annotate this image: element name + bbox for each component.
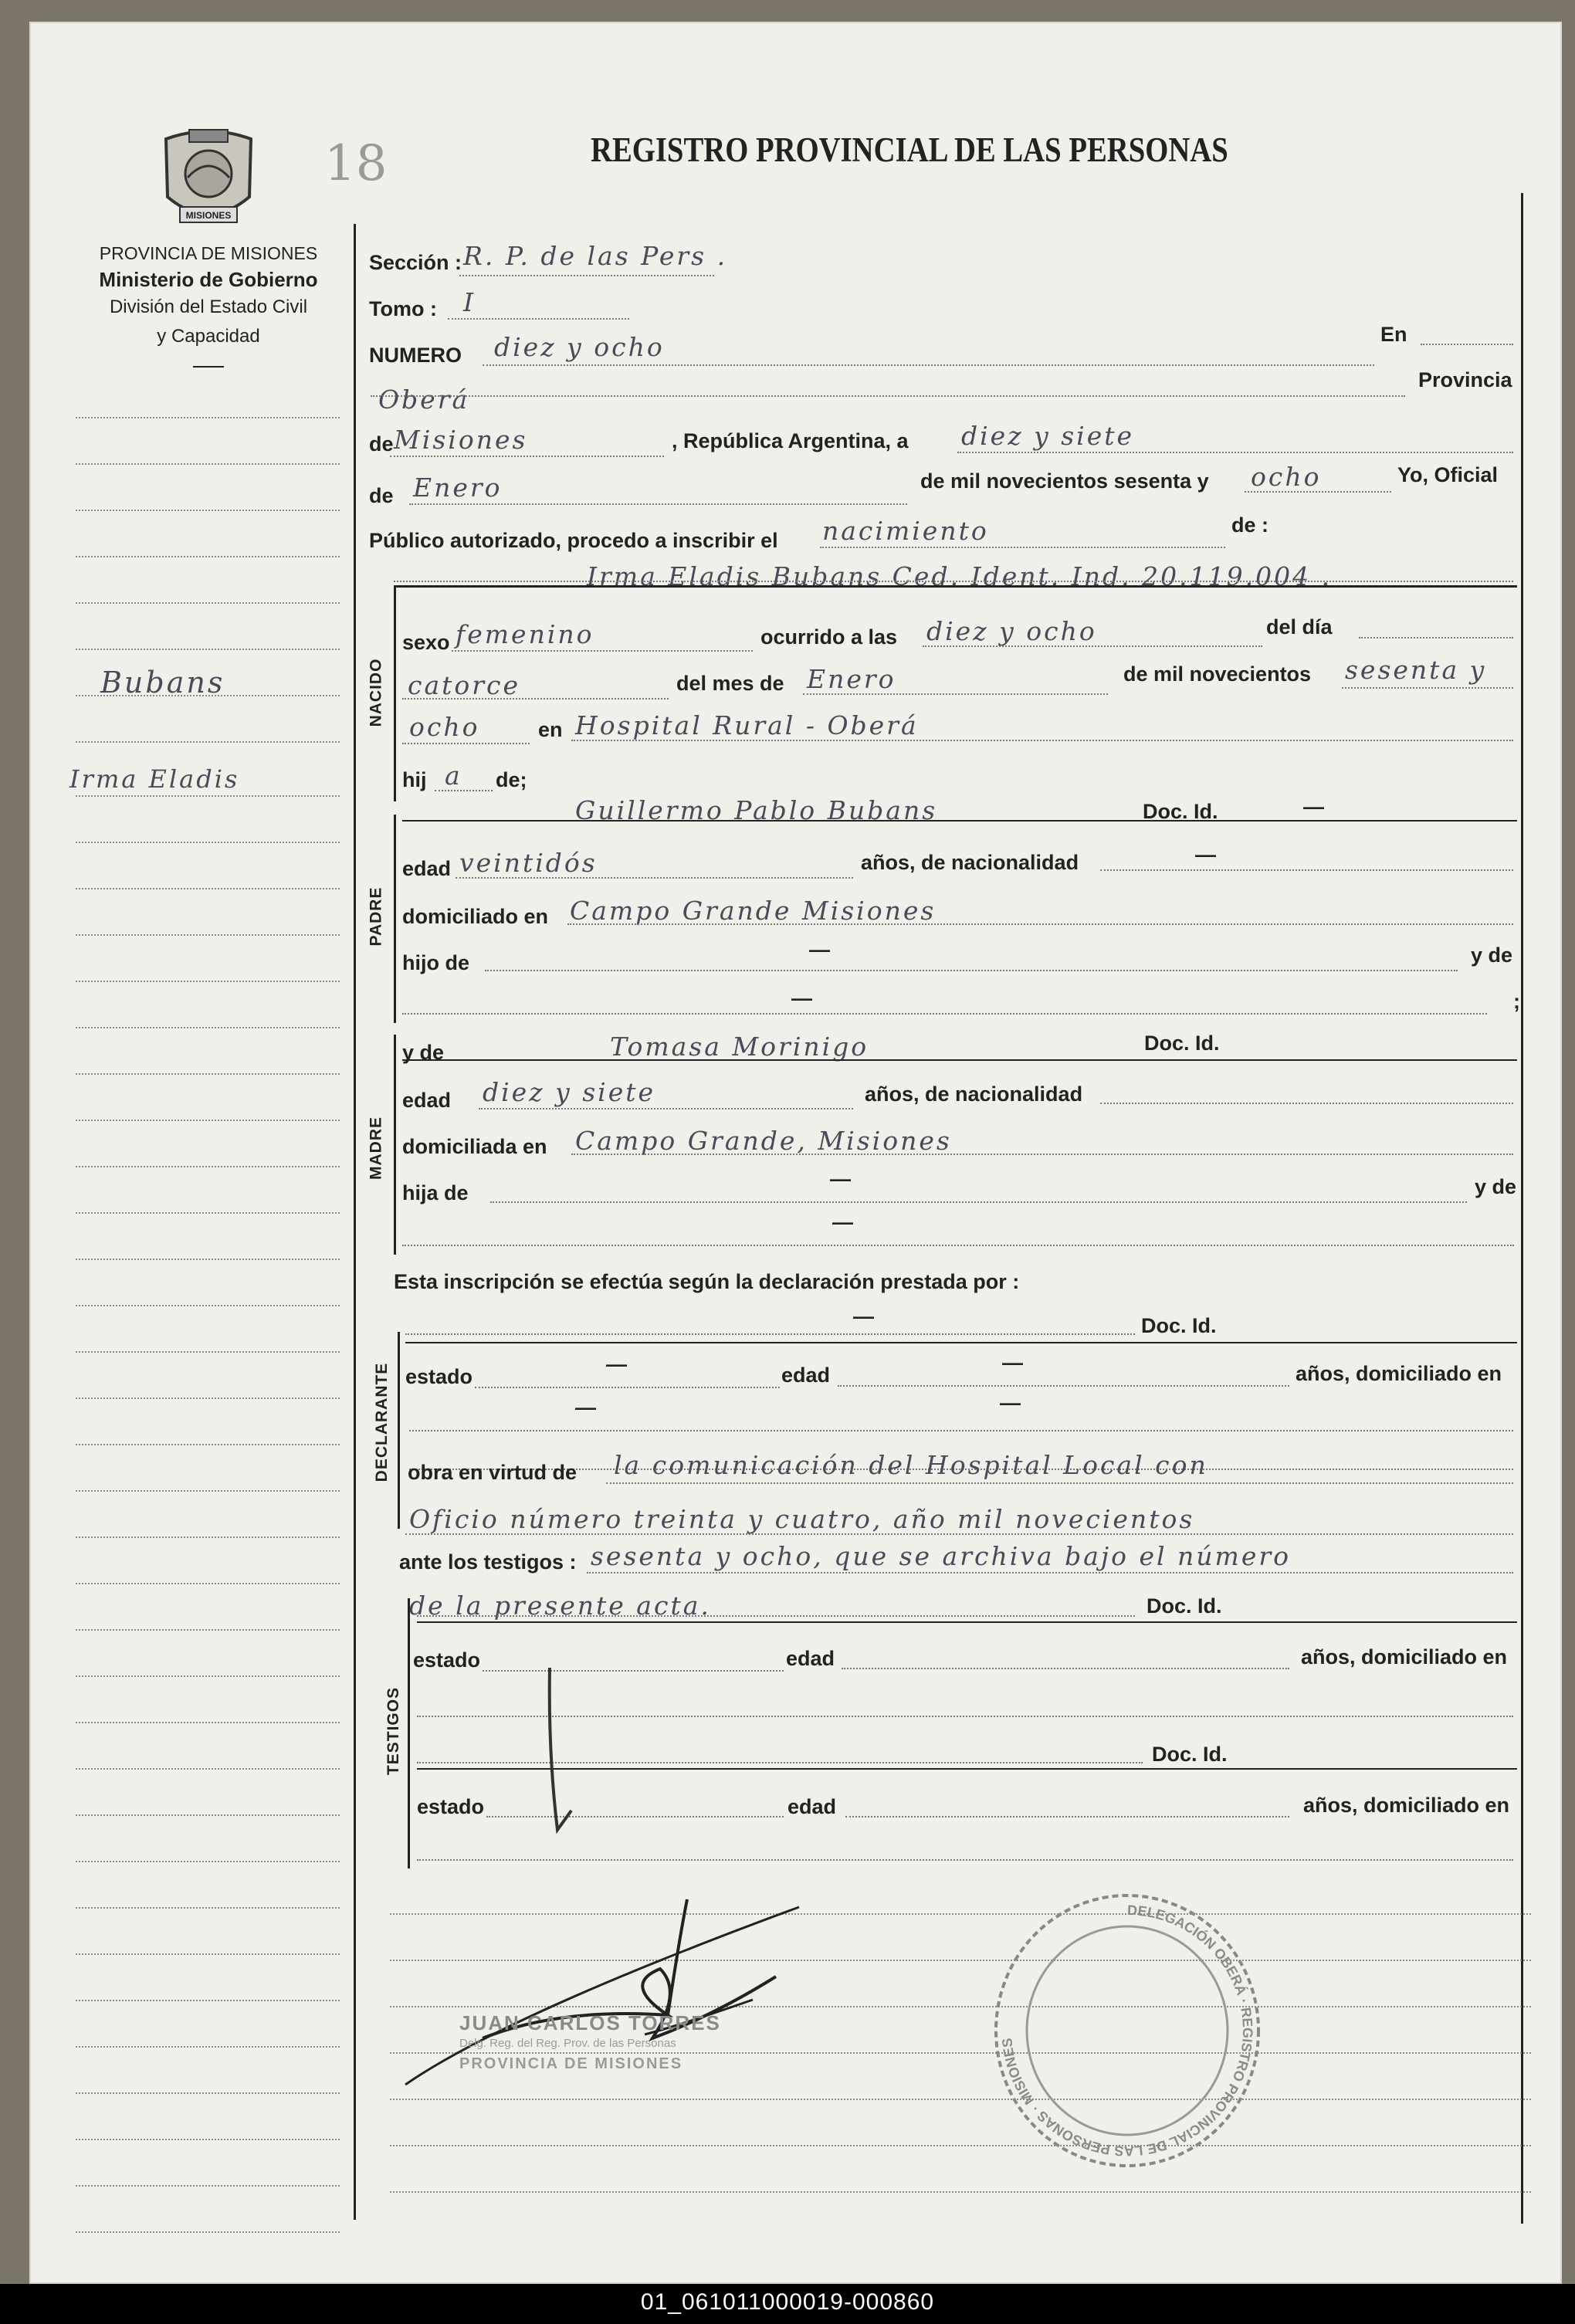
declarante-dom-label: años, domiciliado en <box>1296 1362 1502 1385</box>
hora-value: diez y ocho <box>926 616 1097 646</box>
margin-line <box>76 1259 340 1260</box>
margin-line <box>76 1120 340 1121</box>
madre-nac-label: años, de nacionalidad <box>865 1082 1083 1106</box>
madre-edad-label: edad <box>402 1089 452 1112</box>
madre-y-de2-value: — <box>832 1211 853 1234</box>
padre-doc-value: — <box>1303 795 1324 818</box>
declarante-bracket <box>398 1332 400 1529</box>
madre-dom-value: Campo Grande, Misiones <box>575 1126 952 1156</box>
padre-name-rule <box>402 820 1517 822</box>
place-line <box>371 395 1405 397</box>
padre-dom-value: Campo Grande Misiones <box>570 896 937 926</box>
hijo-suffix: a <box>445 761 462 791</box>
act-value: nacimiento <box>822 516 989 546</box>
nacido-year2-line <box>402 743 530 744</box>
mes-line <box>803 693 1108 695</box>
stamp-title: Delg. Reg. del Reg. Prov. de las Personas <box>459 2037 676 2050</box>
testigo2-edad-label: edad <box>788 1795 837 1818</box>
margin-line <box>76 1675 340 1677</box>
hijo-de-label: de; <box>496 768 527 791</box>
obra-line-1 <box>606 1482 1513 1484</box>
margin-line <box>76 1305 340 1306</box>
madre-dom-label: domiciliada en <box>402 1135 547 1158</box>
testigos-label: TESTIGOS <box>384 1686 402 1776</box>
org-province: PROVINCIA DE MISIONES <box>99 243 318 263</box>
obra-label: obra en virtud de <box>408 1461 578 1484</box>
testigo1-edad-label: edad <box>786 1647 835 1670</box>
sexo-line <box>452 650 753 652</box>
numero-label: NUMERO <box>369 344 462 367</box>
declarante-edad-label: edad <box>781 1364 831 1387</box>
nacido-top-rule <box>394 585 1517 588</box>
madre-nac-line <box>1100 1103 1513 1104</box>
padre-edad-label: edad <box>402 857 452 880</box>
padre-bracket <box>394 815 396 1023</box>
de-label: de <box>369 432 394 456</box>
madre-bracket <box>394 1035 396 1255</box>
numero-line <box>483 364 1374 366</box>
margin-line <box>76 2000 340 2001</box>
margin-line <box>76 981 340 982</box>
margin-line <box>76 1536 340 1538</box>
margin-line <box>76 2185 340 2187</box>
margin-line <box>76 463 340 465</box>
nacido-year-line <box>1342 687 1513 689</box>
declarante-edad-value: — <box>1002 1351 1023 1374</box>
testigo1-estado-line <box>483 1670 784 1672</box>
seccion-line <box>459 275 714 276</box>
padre-hijo-de-value: — <box>809 938 830 961</box>
round-seal-icon <box>988 1884 1266 2170</box>
declarante-dom-value-1: — <box>575 1396 596 1419</box>
testigo1-edad-line <box>842 1668 1289 1669</box>
yo-oficial-label: Yo, Oficial <box>1397 463 1499 486</box>
testigo-strike-mark <box>540 1660 587 1853</box>
padre-name: Guillermo Pablo Bubans <box>575 795 938 825</box>
en-line <box>1421 344 1513 345</box>
declarante-estado-value: — <box>606 1353 627 1376</box>
del-dia-label: del día <box>1266 615 1333 639</box>
margin-line <box>76 842 340 843</box>
org-division: División del Estado Civil <box>109 296 308 317</box>
testigos-bracket <box>408 1598 410 1868</box>
margin-line <box>76 2231 340 2233</box>
obra-line-3 <box>587 1572 1513 1574</box>
sexo-label: sexo <box>402 631 450 654</box>
margin-line <box>76 2046 340 2048</box>
margin-line <box>76 1444 340 1445</box>
testigo1-estado-label: estado <box>413 1648 481 1672</box>
padre-edad-value: veintidós <box>459 848 598 878</box>
margin-line <box>76 1027 340 1028</box>
declarante-name-rule <box>405 1342 1517 1343</box>
lugar-value: Hospital Rural - Oberá <box>575 710 919 740</box>
dia-value: catorce <box>408 670 521 700</box>
del-dia-line <box>1359 637 1513 639</box>
padre-y-de-value: — <box>791 987 812 1010</box>
declarante-name: — <box>853 1305 874 1328</box>
margin-line <box>76 1583 340 1584</box>
seccion-value: R. P. de las Pers . <box>463 241 728 271</box>
padre-y-de-label: y de <box>1471 943 1513 967</box>
testigo2-estado-line <box>486 1816 784 1818</box>
margin-line <box>76 510 340 511</box>
obra-value-3: sesenta y ocho, que se archiva bajo el número <box>591 1541 1292 1571</box>
nacido-label: NACIDO <box>367 658 385 727</box>
year-value: ocho <box>1251 462 1322 492</box>
en-label: En <box>1380 323 1407 346</box>
page-title: REGISTRO PROVINCIAL DE LAS PERSONAS <box>591 130 1228 169</box>
padre-nac-value: — <box>1195 843 1216 866</box>
margin-surname: Bubans <box>100 666 225 700</box>
margin-line <box>76 1907 340 1909</box>
margin-line <box>76 741 340 743</box>
page-number: 18 <box>324 135 388 192</box>
padre-dom-label: domiciliado en <box>402 905 549 928</box>
declarante-intro: Esta inscripción se efectúa según la declaración prestada por : <box>394 1270 1020 1293</box>
margin-line <box>76 417 340 418</box>
org-ministry: Ministerio de Gobierno <box>99 268 318 291</box>
image-label: 01_061011000019-000860 <box>640 2289 935 2315</box>
testigo1-rule <box>417 1621 1517 1623</box>
provincia-label: Provincia <box>1418 368 1512 391</box>
margin-line <box>76 934 340 936</box>
testigo1-dom-label: años, domiciliado en <box>1301 1645 1508 1668</box>
tomo-label: Tomo : <box>369 297 437 320</box>
margin-line <box>76 1768 340 1770</box>
de2-label: de <box>369 484 394 507</box>
madre-doc-label: Doc. Id. <box>1144 1032 1220 1055</box>
margin-line <box>76 2092 340 2094</box>
numero-value: diez y ocho <box>494 332 665 362</box>
signature-line <box>390 2191 1531 2193</box>
madre-y-de-label: y de <box>402 1041 445 1064</box>
margin-line <box>76 556 340 557</box>
declarante-doc-label: Doc. Id. <box>1141 1314 1217 1337</box>
tomo-value: I <box>463 287 476 317</box>
org-capacity: y Capacidad <box>157 326 260 347</box>
margin-given-names: Irma Eladis <box>69 764 240 794</box>
margin-line <box>76 1861 340 1862</box>
margin-line <box>76 1073 340 1075</box>
margin-line <box>76 1629 340 1631</box>
madre-edad-value: diez y siete <box>483 1077 656 1107</box>
margin-line <box>76 795 340 797</box>
obra-line-2 <box>405 1533 1513 1535</box>
month-line <box>409 503 907 505</box>
madre-label: MADRE <box>367 1116 385 1180</box>
hora-line <box>923 645 1262 647</box>
declarante-estado-label: estado <box>405 1365 473 1388</box>
org-underline <box>193 366 224 368</box>
madre-hija-de-value: — <box>830 1167 851 1191</box>
padre-dom-line <box>567 923 1513 925</box>
madre-y-de2-line <box>402 1245 1514 1246</box>
tomo-line <box>448 318 629 320</box>
ante-testigos-label: ante los testigos : <box>399 1550 577 1574</box>
margin-line <box>76 1953 340 1955</box>
testigo2-estado-label: estado <box>417 1795 485 1818</box>
margin-line <box>76 1351 340 1353</box>
del-mes-label: del mes de <box>676 672 784 695</box>
margin-line <box>76 1490 340 1492</box>
provincial-seal-icon <box>158 124 259 232</box>
declarante-label: DECLARANTE <box>373 1362 391 1482</box>
declarante-dom-value-2: — <box>1000 1391 1021 1414</box>
hijo-label: hij <box>402 768 427 791</box>
padre-semicolon: ; <box>1513 990 1520 1013</box>
padre-nac-line <box>1100 869 1513 871</box>
padre-edad-line <box>456 877 853 879</box>
madre-y-de2-label: y de <box>1475 1175 1517 1198</box>
sexo-value: femenino <box>456 619 594 649</box>
lugar-line <box>571 740 1513 741</box>
de3-label: de : <box>1231 513 1269 537</box>
obra-value-1: la comunicación del Hospital Local con <box>614 1450 1208 1480</box>
padre-hijo-de-line <box>485 970 1458 971</box>
declarante-name-line <box>405 1333 1135 1335</box>
day-line <box>957 452 1513 453</box>
signature-line <box>390 2145 1531 2146</box>
month-value: Enero <box>413 473 503 503</box>
ocurrido-label: ocurrido a las <box>760 625 898 649</box>
stamp-name: JUAN CARLOS TORRES <box>459 2011 721 2034</box>
madre-hija-de-line <box>490 1201 1467 1203</box>
person-line <box>394 581 1513 582</box>
dia-line <box>402 698 669 700</box>
margin-line <box>76 1166 340 1167</box>
republica-label: , República Argentina, a <box>672 429 909 452</box>
margin-line <box>76 602 340 604</box>
margin-line <box>76 1397 340 1399</box>
padre-label: PADRE <box>367 886 385 947</box>
testigo2-dom-line <box>417 1859 1513 1861</box>
day-value: diez y siete <box>961 421 1135 451</box>
nacido-bracket <box>394 585 396 801</box>
right-rule <box>1521 193 1523 2224</box>
declarante-dom-line <box>409 1430 1513 1431</box>
margin-line <box>76 2139 340 2140</box>
margin-line <box>76 888 340 889</box>
nacido-year-2: ocho <box>409 712 480 742</box>
left-rule <box>354 224 356 2220</box>
year-line <box>1245 491 1391 493</box>
testigo2-name-line <box>417 1762 1143 1763</box>
testigo1-doc-label: Doc. Id. <box>1147 1594 1222 1618</box>
obra-value-4: de la presente acta. <box>409 1591 711 1621</box>
mes-value: Enero <box>807 664 896 694</box>
nacido-year-1: sesenta y <box>1345 655 1487 685</box>
hijo-line <box>435 790 493 791</box>
padre-y-de-line <box>402 1013 1487 1015</box>
madre-hija-de-label: hija de <box>402 1181 469 1204</box>
mil-label: de mil novecientos sesenta y <box>920 469 1209 493</box>
svg-text:MISIONES: MISIONES <box>185 210 232 221</box>
stamp-province: PROVINCIA DE MISIONES <box>459 2055 683 2072</box>
margin-line <box>76 1722 340 1723</box>
person-value: Irma Eladis Bubans Ced. Ident. Ind. 20.119.004 . <box>587 561 1333 591</box>
nacido-mil-label: de mil novecientos <box>1123 662 1312 686</box>
padre-nac-label: años, de nacionalidad <box>861 851 1079 874</box>
image-footer <box>0 2284 1575 2324</box>
padre-doc-label: Doc. Id. <box>1143 800 1218 823</box>
madre-edad-line <box>479 1108 853 1109</box>
testigo2-dom-label: años, domiciliado en <box>1303 1794 1510 1817</box>
madre-name: Tomasa Morinigo <box>610 1032 869 1062</box>
testigo2-edad-line <box>845 1816 1289 1818</box>
margin-line <box>76 1212 340 1214</box>
margin-line <box>76 649 340 650</box>
madre-name-rule <box>402 1059 1517 1061</box>
testigo1-name-line <box>417 1615 1135 1617</box>
obra-value-2: Oficio número treinta y cuatro, año mil novecientos <box>409 1504 1195 1534</box>
declarante-edad-line <box>838 1385 1289 1387</box>
declarante-estado-line <box>475 1387 780 1388</box>
provincia-value: Misiones <box>394 425 528 455</box>
padre-hijo-de-label: hijo de <box>402 951 469 974</box>
svg-text:DELEGACIÓN OBERÁ · REGISTRO PR: DELEGACIÓN OBERÁ · REGISTRO PROVINCIAL DE LAS PERSONAS · MISIONES <box>999 1902 1256 2160</box>
place-value: Oberá <box>378 385 470 415</box>
provincia-line <box>390 456 664 457</box>
madre-dom-line <box>571 1154 1513 1155</box>
act-line <box>820 547 1225 548</box>
publico-label: Público autorizado, procedo a inscribir el <box>369 529 778 552</box>
margin-line <box>76 1814 340 1816</box>
testigo2-doc-label: Doc. Id. <box>1152 1743 1228 1766</box>
nacido-en-label: en <box>538 718 563 741</box>
seccion-label: Sección : <box>369 251 462 274</box>
